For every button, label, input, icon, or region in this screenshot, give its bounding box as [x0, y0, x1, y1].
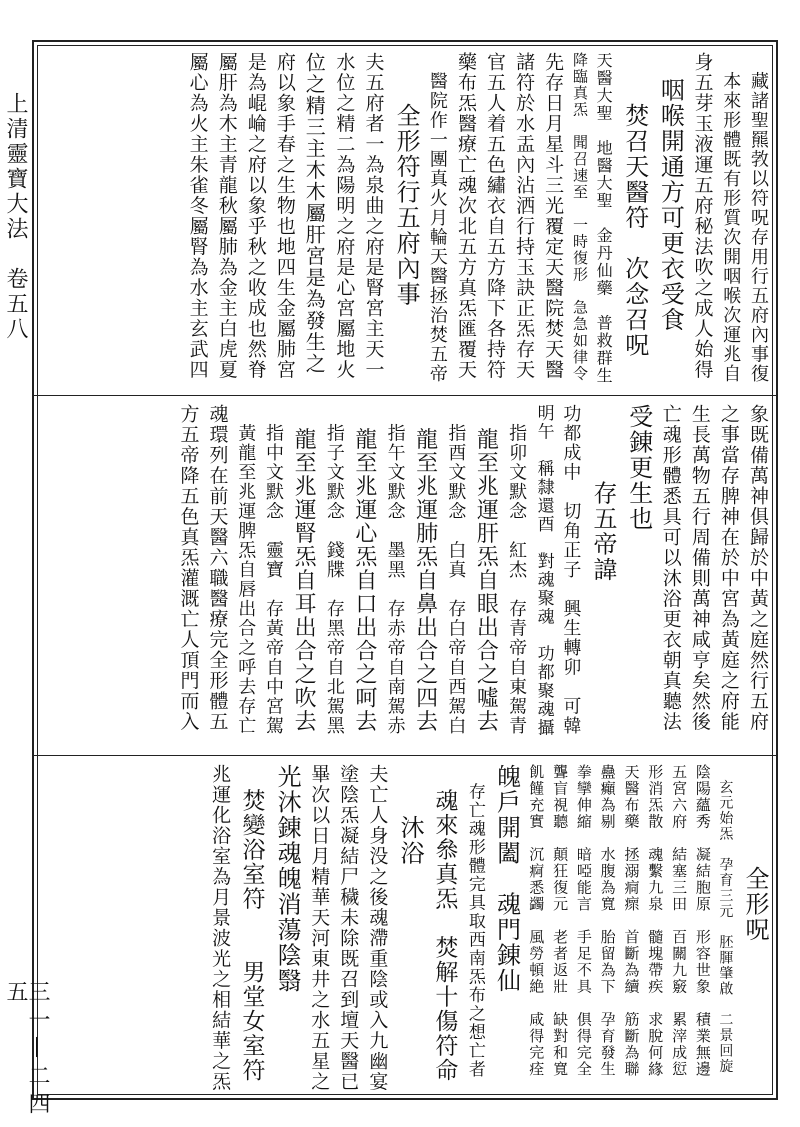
text-column: 指卯文默念 紅杰 存青帝自東駕青 — [506, 404, 528, 736]
text-column: 身五芽玉液運五府秘法吹之成人始得 — [691, 52, 714, 380]
text-column: 全形呪 — [741, 764, 769, 943]
text-column: 魂環列在前天醫六職醫療完全形體五 — [206, 404, 229, 732]
text-column: 指子文默念 錢牒 存黑帝自北駕黑 — [323, 404, 345, 736]
text-column: 咽喉開通方可更衣受食 — [656, 52, 685, 333]
text-column: 龍至兆運腎炁自耳出合之吹去 — [291, 404, 317, 733]
text-column: 蠱癲為剔 水腹為寬 胎留為下 孕育發生 — [598, 764, 617, 1078]
text-column: 指中文默念 靈寶 存黃帝自中宮駕 — [263, 404, 285, 736]
text-column: 是為崐崘之府以象乎秋之收成也然脊 — [244, 52, 267, 380]
text-column: 夫五府者一為泉曲之府是腎宮主天一 — [362, 52, 385, 380]
text-column: 存亡魂形體完具取西南炁布之想亡者 — [464, 764, 485, 1079]
text-column: 龍至兆運肺炁自鼻出合之四去 — [412, 404, 438, 733]
text-panel-3 — [40, 764, 770, 1092]
text-column: 形消炁散 魂繫九泉 髓塊帶疾 求脫何緣 — [646, 764, 665, 1078]
text-column: 醫院作一團真火月輪天醫拯治焚五帝 — [426, 52, 448, 384]
text-column: 藥布炁醫療亡魂次北五方真炁匯覆天 — [454, 52, 477, 380]
text-column: 存五帝諱 — [589, 404, 618, 583]
text-column: 龍至兆運肝炁自眼出合之噓去 — [473, 404, 499, 733]
text-column: 玄元始炁 孕育三元 胚腪肇啟 二景回旋 — [717, 764, 734, 1074]
text-panel-1 — [40, 52, 770, 388]
text-column: 五宮六府 結塞三田 百關九竅 累滓成愆 — [670, 764, 689, 1078]
text-column: 象既備萬神俱歸於中黃之庭然行五府 — [747, 404, 769, 732]
text-column: 焚變浴室符 男堂女室符 — [238, 764, 265, 1083]
text-column: 龍至兆運心炁自口出合之呵去 — [351, 404, 377, 733]
panel-3-lines — [40, 764, 770, 1092]
text-column: 先存日月星斗三光覆定天醫院焚天醫 — [542, 52, 565, 380]
text-column: 之事當存脾神在於中宮為黃庭之府能 — [717, 404, 740, 732]
text-column: 府以象手春之生物也地四生金屬肺宮 — [273, 52, 296, 380]
text-column: 焚召天醫符 次念召呪 — [620, 52, 649, 358]
text-column: 拳攣伸縮 暗啞能言 手足不具 俱得完全 — [574, 764, 593, 1078]
text-column: 官五人着五色繡衣自五方降下各持符 — [484, 52, 507, 380]
text-column: 塗陰炁凝結尸穢未除既召到壇天醫已 — [337, 764, 360, 1092]
text-column: 天醫大聖 地醫大聖 金丹仙藥 普救群生 — [594, 52, 614, 385]
section-divider-2 — [32, 755, 778, 756]
section-divider-1 — [32, 395, 778, 396]
text-column: 畢次以日月精華天河東井之水五星之 — [308, 764, 331, 1092]
panel-2-lines — [40, 404, 770, 746]
text-column: 天醫布藥 拯溺痌瘝 首斷為續 筋斷為聯 — [622, 764, 641, 1078]
panel-1-lines — [40, 52, 770, 388]
text-column: 明午 稱隸還酉 對魂聚魂 功都聚魂攝 — [533, 404, 554, 737]
text-column: 夫亡人身没之後魂滯重陰或入九幽宴 — [366, 764, 389, 1092]
text-column: 黃龍至兆運脾炁自唇出合之呼去存亡 — [235, 404, 257, 736]
text-column: 降臨真炁 聞召速至 一時復形 急急如律令 — [570, 52, 589, 382]
text-column: 全形符行五府內事 — [392, 52, 421, 307]
text-column: 亡魂形體悉具可以沐浴更衣朝真聽法 — [659, 404, 682, 732]
text-column: 諸符於水盂內沾洒行持玉訣正炁存天 — [513, 52, 536, 380]
text-column: 飢饉充實 沉痾悉蠲 風勞頓絶 咸得完痊 — [527, 764, 546, 1078]
text-column: 陰陽蘊秀 凝結胞原 形容世象 積業無邊 — [693, 764, 712, 1078]
text-column: 魂來叅真炁 焚解十傷符命 — [431, 764, 458, 1083]
text-column: 藏諸聖羆㪍以符呪存用行五府內事復 — [748, 52, 769, 384]
page-number: 三一—二四五 — [3, 980, 50, 1120]
text-column: 兆運化浴室為月景波光之相結華之炁 — [209, 764, 232, 1092]
text-column: 受錬更生也 — [624, 404, 653, 532]
text-column: 光沐錬魂魄消蕩陰翳 — [273, 764, 302, 994]
text-column: 位之精三主木木屬肝宮是為發生之 — [302, 52, 327, 375]
text-column: 聾盲視聽 顛狂復元 老者返壯 缺對和寬 — [551, 764, 570, 1078]
text-column: 水位之精二為陽明之府是心宮屬地火 — [333, 52, 356, 380]
text-column: 指酉文默念 白真 存白帝自西駕白 — [445, 404, 467, 736]
text-column: 魄戶開闔 魂門錬仙 — [492, 764, 521, 994]
text-column: 方五帝降五色真炁灌溉亡人頂門而入 — [177, 404, 200, 732]
text-column: 指午文默念 墨黑 存赤帝自南駕赤 — [384, 404, 406, 736]
text-column: 功都成中 切角正子 興生轉卯 可韓 — [560, 404, 582, 736]
text-column: 沐浴 — [396, 764, 425, 866]
text-column: 本來形體既有形質次開咽喉次運兆自 — [720, 52, 742, 384]
book-title: 上清靈寶大法 卷五八 — [3, 92, 28, 342]
text-column: 生長萬物五行周備則萬神咸亨矣然後 — [688, 404, 711, 732]
text-column: 屬肝為木主青龍秋屬肺為金主白虎夏 — [215, 52, 238, 380]
text-column: 屬心為火主朱雀冬屬腎為水主玄武四 — [186, 52, 209, 380]
text-panel-2 — [40, 404, 770, 746]
